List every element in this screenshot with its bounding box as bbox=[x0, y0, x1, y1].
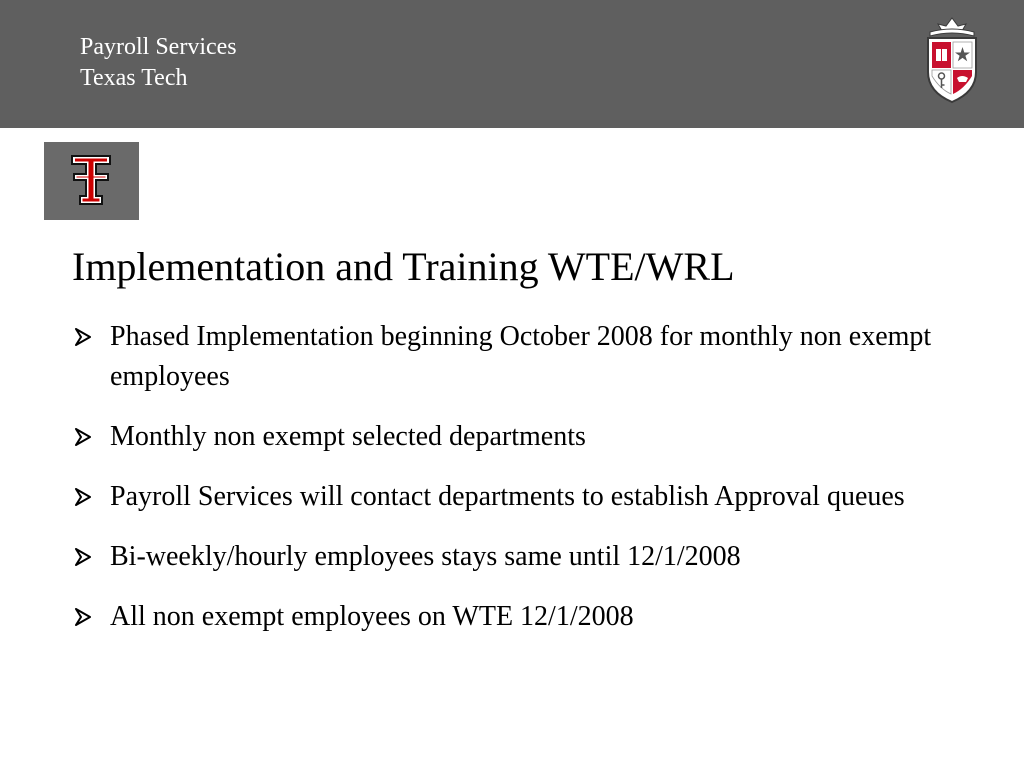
list-item bbox=[72, 597, 952, 637]
bullet-list bbox=[72, 317, 952, 657]
list-item bbox=[72, 317, 952, 397]
list-item bbox=[72, 477, 952, 517]
bullet-text: Payroll Services will contact departments to establish Approval queues bbox=[110, 481, 905, 512]
list-item bbox=[72, 537, 952, 577]
org-institution: Texas Tech bbox=[80, 65, 188, 91]
university-seal-icon bbox=[920, 16, 984, 106]
arrowhead-bullet-icon bbox=[74, 477, 96, 517]
header-bar bbox=[0, 0, 1024, 128]
bullet-text: All non exempt employees on WTE 12/1/2008 bbox=[110, 601, 634, 632]
bullet-text: Bi-weekly/hourly employees stays same until 12/1/2008 bbox=[110, 541, 741, 572]
bullet-text: Monthly non exempt selected departments bbox=[110, 421, 586, 452]
slide-title: Implementation and Training WTE/WRL bbox=[72, 244, 735, 289]
arrowhead-bullet-icon bbox=[74, 417, 96, 457]
org-name: Payroll Services bbox=[80, 34, 237, 60]
header-text bbox=[80, 32, 237, 94]
double-t-logo-icon bbox=[70, 154, 112, 206]
double-t-logo bbox=[44, 142, 139, 220]
arrowhead-bullet-icon bbox=[74, 317, 96, 357]
arrowhead-bullet-icon bbox=[74, 537, 96, 577]
bullet-text: Phased Implementation beginning October 2008 for monthly non exempt employees bbox=[110, 321, 932, 392]
list-item bbox=[72, 417, 952, 457]
arrowhead-bullet-icon bbox=[74, 597, 96, 637]
